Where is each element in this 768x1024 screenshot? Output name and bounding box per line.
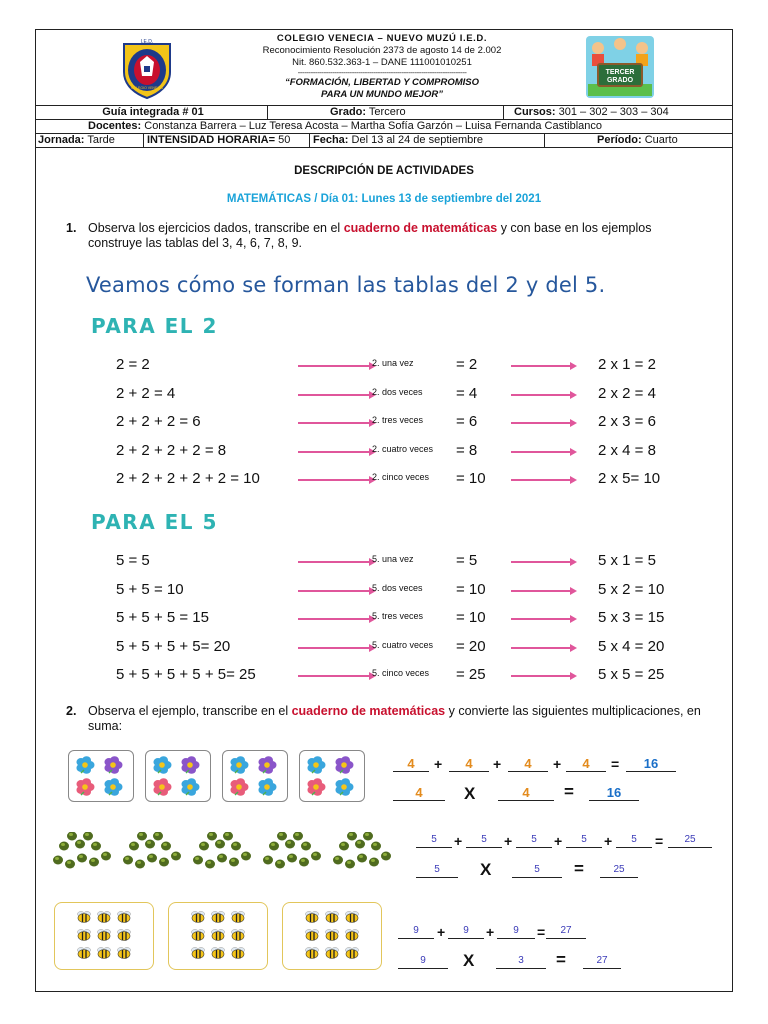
times-label: 2. cinco veces <box>372 472 430 482</box>
times-label: 2. tres veces <box>372 415 424 425</box>
school-header <box>36 30 732 106</box>
ex3-sum-total: 27 <box>546 924 586 939</box>
arrow-right-icon <box>511 675 571 677</box>
third-grade-logo <box>584 34 656 100</box>
cluster-group-icon <box>258 827 324 877</box>
table-row <box>36 607 732 631</box>
arrow-right-icon <box>298 647 370 649</box>
ex2-plus-2: + <box>504 833 513 849</box>
ex1-addend-2: 4 <box>449 757 489 772</box>
repeated-sum: 2 + 2 + 2 + 2 + 2 = 10 <box>116 470 260 487</box>
arrow-right-icon <box>511 365 571 367</box>
instruction-1-pre: Observa los ejercicios dados, transcribe en el <box>88 221 344 235</box>
ex3-factor-1: 9 <box>398 954 448 969</box>
times-label: 5. cinco veces <box>372 668 430 678</box>
ex2-times: X <box>480 860 492 879</box>
periodo-label: Período: <box>597 134 642 146</box>
multiplication-fact: 2 x 4 = 8 <box>598 441 656 459</box>
multiplication-fact: 5 x 1 = 5 <box>598 552 656 569</box>
arrow-right-icon <box>511 561 571 563</box>
ex3-addend-2: 9 <box>448 924 484 939</box>
jornada-value: Tarde <box>87 134 115 146</box>
sum-result: = 25 <box>456 666 486 683</box>
multiplication-fact: 5 x 4 = 20 <box>598 637 665 655</box>
multiplication-fact: 2 x 2 = 4 <box>598 384 656 402</box>
table-row <box>36 383 732 407</box>
ex3-plus-1: + <box>437 924 446 940</box>
table-row <box>36 354 732 378</box>
ex1-factor-1: 4 <box>393 786 445 801</box>
sum-result: = 4 <box>456 384 478 402</box>
ex3-equals-2: = <box>556 950 566 969</box>
instruction-1-highlight: cuaderno de matemáticas <box>343 221 498 235</box>
repeated-sum: 5 + 5 + 5 = 15 <box>116 609 209 626</box>
cluster-group-icon <box>48 827 114 877</box>
info-row-1 <box>36 106 732 120</box>
worksheet-page <box>35 29 733 992</box>
multiplication-fact: 2 x 1 = 2 <box>598 356 656 373</box>
ex2-plus-3: + <box>554 833 563 849</box>
ex2-equals: = <box>655 833 664 849</box>
bee-group-icon <box>54 902 154 970</box>
grado-value: Tercero <box>368 106 406 118</box>
times-label: 5. tres veces <box>372 611 424 621</box>
arrow-right-icon <box>511 422 571 424</box>
arrow-right-icon <box>298 479 370 481</box>
para-el-5-heading: PARA EL 5 <box>91 510 218 534</box>
ex3-addend-1: 9 <box>398 924 434 939</box>
info-row-3 <box>36 134 732 148</box>
ex1-plus-2: + <box>493 756 502 772</box>
info-row-2 <box>36 120 732 134</box>
crest-ring-text: COLEGIO VENECIA <box>130 86 164 90</box>
fecha-label: Fecha: <box>313 134 349 146</box>
sum-result: = 10 <box>456 580 486 598</box>
ex2-addend-5: 5 <box>616 833 652 848</box>
instruction-2-pre: Observa el ejemplo, transcribe en el <box>88 704 292 718</box>
grade-logo-line1: TERCER <box>605 69 635 76</box>
times-label: 2. una vez <box>372 358 414 368</box>
instruction-2-highlight: cuaderno de matemáticas <box>291 704 446 718</box>
ex1-product: 16 <box>589 786 639 801</box>
periodo-value: Cuarto <box>644 134 678 146</box>
ex2-addend-1: 5 <box>416 833 452 848</box>
arrow-right-icon <box>298 618 370 620</box>
cursos-label: Cursos: <box>514 106 556 118</box>
arrow-right-icon <box>298 365 370 367</box>
sum-result: = 10 <box>456 470 486 487</box>
multiplication-fact: 5 x 2 = 10 <box>598 580 665 598</box>
times-label: 2. cuatro veces <box>372 443 434 454</box>
ex3-plus-2: + <box>486 924 495 940</box>
ex1-addend-1: 4 <box>393 757 429 772</box>
repeated-sum: 5 = 5 <box>116 552 150 569</box>
arrow-right-icon <box>511 394 571 396</box>
table-row <box>36 550 732 574</box>
school-name: COLEGIO VENECIA – NUEVO MUZÚ I.E.D. <box>276 33 488 44</box>
arrow-right-icon <box>298 561 370 563</box>
ex1-addend-3: 4 <box>508 757 548 772</box>
table-row <box>36 636 732 660</box>
times-label: 5. una vez <box>372 554 414 564</box>
ex3-times: X <box>463 951 475 970</box>
times-label: 5. dos veces <box>372 582 423 593</box>
activities-title: DESCRIPCIÓN DE ACTIVIDADES <box>294 165 474 177</box>
math-subtitle: MATEMÁTICAS / Día 01: Lunes 13 de septiembre del 2021 <box>226 193 542 205</box>
repeated-sum: 5 + 5 = 10 <box>116 580 184 598</box>
motto-line-1: “FORMACIÓN, LIBERTAD Y COMPROMISO <box>284 77 480 88</box>
ex2-addend-4: 5 <box>566 833 602 848</box>
crest-text: I.E.D. <box>140 39 154 45</box>
repeated-sum: 2 + 2 = 4 <box>116 384 176 402</box>
sum-result: = 2 <box>456 356 478 373</box>
ex2-plus-1: + <box>454 833 463 849</box>
bee-group-icon <box>282 902 382 970</box>
ex3-equals: = <box>537 924 546 940</box>
ex2-sum-total: 25 <box>668 833 712 848</box>
sum-result: = 10 <box>456 609 486 626</box>
arrow-right-icon <box>511 479 571 481</box>
instruction-1-post: y con base en los ejemplos construye las tablas del 3, 4, 6, 7, 8, 9. <box>88 221 652 250</box>
ex1-addend-4: 4 <box>566 757 606 772</box>
sum-result: = 5 <box>456 552 478 569</box>
instruction-2-number: 2. <box>66 704 77 718</box>
arrow-right-icon <box>298 675 370 677</box>
bee-group-icon <box>168 902 268 970</box>
flower-group-icon <box>145 750 211 802</box>
table-row <box>36 468 732 492</box>
intensidad-label: INTENSIDAD HORARIA= <box>147 134 276 146</box>
nit: Nit. 860.532.363-1 – DANE 111001010251 <box>292 57 472 68</box>
ex1-sum-total: 16 <box>626 757 676 772</box>
table-row <box>36 579 732 603</box>
repeated-sum: 5 + 5 + 5 + 5= 20 <box>116 637 231 655</box>
repeated-sum: 2 = 2 <box>116 356 150 373</box>
multiplication-fact: 2 x 3 = 6 <box>598 413 656 430</box>
table-row <box>36 664 732 688</box>
instruction-2-post: y convierte las siguientes multiplicaciones, en suma: <box>88 704 701 733</box>
flower-group-icon <box>222 750 288 802</box>
cluster-group-icon <box>328 827 394 877</box>
repeated-sum: 2 + 2 + 2 + 2 = 8 <box>116 441 227 459</box>
cluster-group-icon <box>118 827 184 877</box>
jornada-label: Jornada: <box>38 134 85 146</box>
fecha-value: Del 13 al 24 de septiembre <box>351 134 483 146</box>
ex3-product: 27 <box>583 954 621 969</box>
repeated-sum: 2 + 2 + 2 = 6 <box>116 413 201 430</box>
ex1-plus-3: + <box>553 756 562 772</box>
flower-group-icon <box>299 750 365 802</box>
instruction-1-number: 1. <box>66 221 77 235</box>
guia-label: Guía integrada # 01 <box>102 106 204 118</box>
ex2-factor-2: 5 <box>512 863 562 878</box>
arrow-right-icon <box>511 590 571 592</box>
motto-line-2: PARA UN MUNDO MEJOR” <box>321 89 443 100</box>
arrow-right-icon <box>298 590 370 592</box>
para-el-2-heading: PARA EL 2 <box>91 314 218 338</box>
divider-dashes: ------------------------------------------------------------------------------ <box>297 68 467 77</box>
ex1-equals-2: = <box>564 782 574 801</box>
ex1-plus-1: + <box>434 756 443 772</box>
times-label: 5. cuatro veces <box>372 639 434 650</box>
intensidad-value: 50 <box>278 134 291 146</box>
multiplication-fact: 2 x 5= 10 <box>598 470 661 487</box>
ex2-factor-1: 5 <box>416 863 458 878</box>
table-row <box>36 440 732 464</box>
ex2-product: 25 <box>600 863 638 878</box>
multiplication-fact: 5 x 3 = 15 <box>598 609 665 626</box>
cursos-value: 301 – 302 – 303 – 304 <box>558 106 669 118</box>
table-row <box>36 411 732 435</box>
school-crest-icon <box>118 38 176 100</box>
ex3-factor-2: 3 <box>496 954 546 969</box>
docentes-label: Docentes: <box>88 120 142 132</box>
resolution: Reconocimiento Resolución 2373 de agosto 14 de 2.002 <box>262 45 502 56</box>
ex2-equals-2: = <box>574 859 584 878</box>
times-label: 2. dos veces <box>372 386 423 397</box>
instruction-2 <box>66 704 706 736</box>
arrow-right-icon <box>511 647 571 649</box>
sum-result: = 6 <box>456 413 478 430</box>
cluster-group-icon <box>188 827 254 877</box>
ex2-addend-3: 5 <box>516 833 552 848</box>
repeated-sum: 5 + 5 + 5 + 5 + 5= 25 <box>116 666 256 683</box>
multiplication-fact: 5 x 5 = 25 <box>598 666 665 683</box>
ex2-addend-2: 5 <box>466 833 502 848</box>
arrow-right-icon <box>511 451 571 453</box>
ex1-factor-2: 4 <box>498 786 554 801</box>
flower-group-icon <box>68 750 134 802</box>
ex1-times: X <box>464 784 476 803</box>
tables-heading: Veamos cómo se forman las tablas del 2 y del 5. <box>86 273 606 297</box>
arrow-right-icon <box>298 394 370 396</box>
arrow-right-icon <box>298 451 370 453</box>
arrow-right-icon <box>298 422 370 424</box>
ex2-plus-4: + <box>604 833 613 849</box>
header-text <box>196 33 568 101</box>
grado-label: Grado: <box>330 106 367 118</box>
ex3-addend-3: 9 <box>497 924 535 939</box>
arrow-right-icon <box>511 618 571 620</box>
sum-result: = 20 <box>456 637 486 655</box>
instruction-1 <box>66 221 706 253</box>
docentes-value: Constanza Barrera – Luz Teresa Acosta – Martha Sofía Garzón – Luisa Fernanda Castiblanco <box>144 120 603 132</box>
grade-logo-line2: GRADO <box>606 77 634 84</box>
sum-result: = 8 <box>456 441 478 459</box>
ex1-equals: = <box>611 756 620 772</box>
